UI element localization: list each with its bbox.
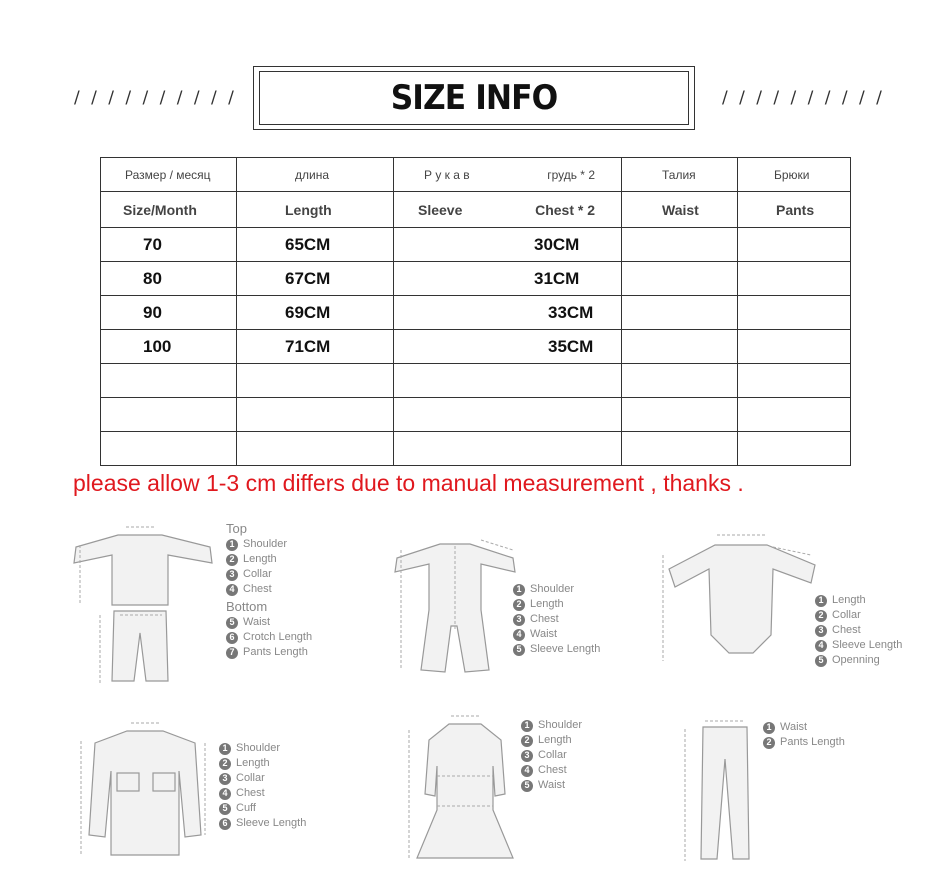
number-badge-icon: 3: [226, 569, 238, 581]
cell-length: 69CM: [237, 296, 394, 330]
legend-item: Length: [243, 553, 277, 565]
number-badge-icon: 6: [219, 818, 231, 830]
number-badge-icon: 3: [219, 773, 231, 785]
set-illustration: [70, 515, 220, 695]
diagram-top-bottom-set: [70, 515, 330, 695]
header-sleeve-en: Sleeve: [418, 201, 463, 218]
cell-length: 67CM: [237, 262, 394, 296]
number-badge-icon: 5: [513, 644, 525, 656]
number-badge-icon: 2: [763, 737, 775, 749]
number-badge-icon: 4: [219, 788, 231, 800]
cell-chest: 35CM: [548, 336, 594, 356]
header-chest-en: Chest * 2: [535, 201, 595, 218]
bodysuit-legend: [815, 593, 902, 668]
legend-heading-top: Top: [226, 521, 247, 536]
legend-item: Openning: [832, 654, 880, 666]
legend-item: Chest: [832, 624, 861, 636]
header-waist-ru: Талия: [622, 158, 738, 192]
number-badge-icon: 2: [219, 758, 231, 770]
legend-item: Collar: [236, 772, 265, 784]
table-header-en: [101, 192, 851, 228]
legend-item: Waist: [530, 628, 558, 640]
number-badge-icon: 7: [226, 647, 238, 659]
number-badge-icon: 3: [521, 750, 533, 762]
table-header-ru: [101, 158, 851, 192]
number-badge-icon: 2: [815, 610, 827, 622]
diagram-shirt: [75, 715, 335, 865]
number-badge-icon: 2: [513, 599, 525, 611]
dress-illustration: [405, 710, 525, 865]
header-pants-en: Pants: [738, 192, 851, 228]
number-badge-icon: 5: [219, 803, 231, 815]
cell-length: 65CM: [237, 228, 394, 262]
shirt-legend: [219, 741, 306, 831]
legend-item: Collar: [538, 749, 567, 761]
table-row: [101, 228, 851, 262]
header-size-ru: Размер / месяц: [101, 158, 237, 192]
legend-item: Sleeve Length: [530, 643, 601, 655]
legend-item: Shoulder: [538, 719, 583, 731]
legend-item: Length: [530, 598, 564, 610]
number-badge-icon: 4: [513, 629, 525, 641]
diagram-dress: [405, 710, 645, 870]
diagram-romper: [385, 530, 615, 680]
number-badge-icon: 4: [521, 765, 533, 777]
cell-size: 80: [101, 262, 237, 296]
number-badge-icon: 1: [521, 720, 533, 732]
page-title: SIZE INFO: [390, 78, 558, 118]
legend-item: Sleeve Length: [832, 639, 903, 651]
legend-item: Waist: [243, 616, 271, 628]
decorative-slashes-right: / / / / / / / / / /: [722, 88, 885, 108]
legend-item: Collar: [243, 568, 272, 580]
number-badge-icon: 2: [521, 735, 533, 747]
diagram-pants: [675, 715, 875, 865]
header-waist-en: Waist: [622, 192, 738, 228]
number-badge-icon: 1: [226, 539, 238, 551]
legend-item: Crotch Length: [243, 631, 313, 643]
cell-chest: 33CM: [548, 302, 594, 322]
pants-legend: [763, 720, 845, 750]
header-size-en: Size/Month: [101, 192, 237, 228]
legend-item: Cuff: [236, 802, 256, 814]
number-badge-icon: 1: [763, 722, 775, 734]
legend-item: Sleeve Length: [236, 817, 307, 829]
table-row: [101, 364, 851, 398]
cell-size: 70: [101, 228, 237, 262]
cell-chest: 30CM: [534, 234, 580, 254]
legend-item: Waist: [780, 721, 808, 733]
legend-item: Chest: [243, 583, 272, 595]
measurement-notice: please allow 1-3 cm differs due to manual measurement , thanks .: [73, 470, 744, 496]
legend-item: Length: [236, 757, 270, 769]
legend-item: Chest: [236, 787, 265, 799]
legend-item: Pants Length: [243, 646, 308, 658]
legend-item: Pants Length: [780, 736, 845, 748]
number-badge-icon: 1: [513, 584, 525, 596]
romper-illustration: [385, 530, 520, 680]
set-legend: [226, 521, 312, 660]
legend-item: Length: [832, 594, 866, 606]
number-badge-icon: 3: [815, 625, 827, 637]
number-badge-icon: 5: [226, 617, 238, 629]
pants-illustration: [675, 715, 765, 865]
number-badge-icon: 1: [815, 595, 827, 607]
bodysuit-illustration: [655, 525, 825, 670]
table-row: [101, 330, 851, 364]
legend-item: Length: [538, 734, 572, 746]
cell-size: 90: [101, 296, 237, 330]
legend-item: Shoulder: [236, 742, 281, 754]
table-row: [101, 398, 851, 432]
table-row: [101, 296, 851, 330]
number-badge-icon: 2: [226, 554, 238, 566]
legend-heading-bottom: Bottom: [226, 599, 268, 614]
legend-item: Chest: [530, 613, 559, 625]
romper-legend: [513, 582, 600, 657]
legend-item: Collar: [832, 609, 861, 621]
legend-item: Chest: [538, 764, 567, 776]
dress-legend: [521, 718, 582, 793]
number-badge-icon: 3: [513, 614, 525, 626]
number-badge-icon: 5: [815, 655, 827, 667]
header-length-en: Length: [237, 192, 394, 228]
number-badge-icon: 4: [226, 584, 238, 596]
shirt-illustration: [75, 715, 215, 865]
number-badge-icon: 1: [219, 743, 231, 755]
size-table: [100, 157, 851, 466]
header-chest-ru: грудь * 2: [547, 167, 595, 182]
table-row: [101, 432, 851, 466]
header-length-ru: длина: [237, 158, 394, 192]
table-row: [101, 262, 851, 296]
cell-chest: 31CM: [534, 268, 580, 288]
cell-length: 71CM: [237, 330, 394, 364]
number-badge-icon: 4: [815, 640, 827, 652]
legend-item: Waist: [538, 779, 566, 791]
cell-size: 100: [101, 330, 237, 364]
header-pants-ru: Брюки: [738, 158, 851, 192]
legend-item: Shoulder: [530, 583, 575, 595]
number-badge-icon: 5: [521, 780, 533, 792]
diagram-bodysuit: [655, 525, 915, 675]
header-sleeve-ru: Р у к а в: [424, 167, 470, 182]
number-badge-icon: 6: [226, 632, 238, 644]
decorative-slashes-left: / / / / / / / / / /: [74, 88, 237, 108]
legend-item: Shoulder: [243, 538, 288, 550]
